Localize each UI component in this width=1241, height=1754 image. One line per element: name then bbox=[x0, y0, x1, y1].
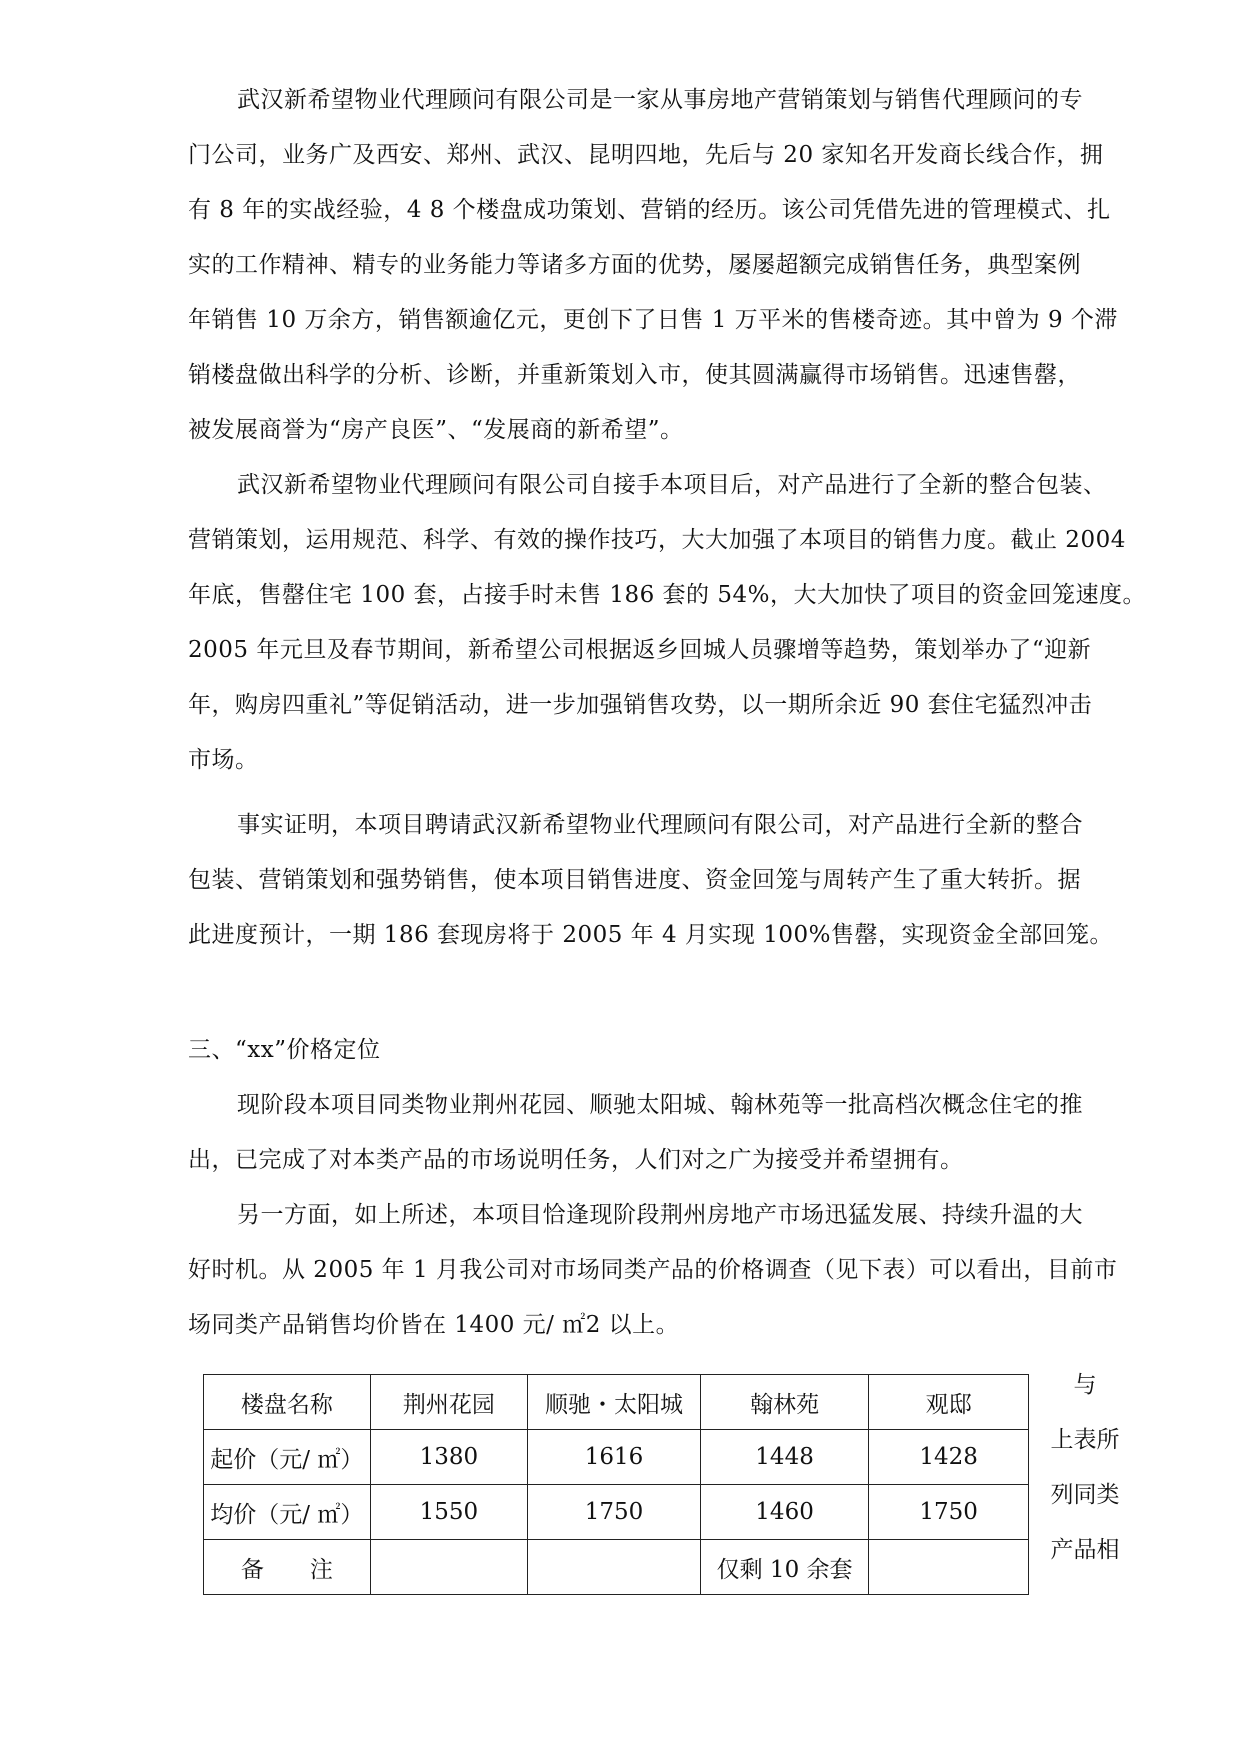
table-cell: 1380 bbox=[370, 1430, 528, 1485]
paragraph-1-line: 有 8 年的实战经验，4 8 个楼盘成功策划、营销的经历。该公司凭借先进的管理模式、扎 bbox=[188, 197, 1111, 223]
paragraph-2-line: 年，购房四重礼”等促销活动，进一步加强销售攻势，以一期所余近 90 套住宅猛烈冲击 bbox=[188, 692, 1093, 718]
paragraph-2-line: 营销策划，运用规范、科学、有效的操作技巧，大大加强了本项目的销售力度。截止 2004 bbox=[188, 527, 1126, 553]
table-cell: 1460 bbox=[700, 1485, 869, 1540]
table-cell: 1750 bbox=[528, 1485, 701, 1540]
paragraph-2-line: 武汉新希望物业代理顾问有限公司自接手本项目后，对产品进行了全新的整合包装、 bbox=[237, 472, 1107, 498]
paragraph-4-line: 现阶段本项目同类物业荆州花园、顺驰太阳城、翰林苑等一批高档次概念住宅的推 bbox=[237, 1092, 1083, 1118]
table-row bbox=[204, 1485, 1029, 1540]
table-cell: 1550 bbox=[370, 1485, 528, 1540]
table-cell: 仅剩 10 余套 bbox=[700, 1540, 869, 1595]
paragraph-3-line: 事实证明，本项目聘请武汉新希望物业代理顾问有限公司，对产品进行全新的整合 bbox=[237, 812, 1083, 838]
table-cell: 观邸 bbox=[869, 1375, 1029, 1430]
paragraph-2-line: 年底，售罄住宅 100 套，占接手时未售 186 套的 54%，大大加快了项目的资金回笼速度。 bbox=[188, 582, 1146, 608]
paragraph-1-line: 实的工作精神、精专的业务能力等诸多方面的优势，屡屡超额完成销售任务，典型案例 bbox=[188, 252, 1081, 278]
table-cell: 楼盘名称 bbox=[204, 1375, 371, 1430]
table-cell: 起价（元/ ㎡） bbox=[204, 1430, 371, 1485]
side-text-line: 列同类 bbox=[1050, 1482, 1120, 1508]
paragraph-1-line: 被发展商誉为“房产良医”、“发展商的新希望”。 bbox=[188, 417, 684, 443]
side-text-line: 产品相 bbox=[1050, 1537, 1120, 1563]
paragraph-1-line: 武汉新希望物业代理顾问有限公司是一家从事房地产营销策划与销售代理顾问的专 bbox=[237, 87, 1083, 113]
paragraph-5-line: 好时机。从 2005 年 1 月我公司对市场同类产品的价格调查（见下表）可以看出，目前市 bbox=[188, 1257, 1118, 1283]
table-cell bbox=[528, 1540, 701, 1595]
paragraph-2-line: 2005 年元旦及春节期间，新希望公司根据返乡回城人员骤增等趋势，策划举办了“迎新 bbox=[188, 637, 1092, 663]
side-text-line: 上表所 bbox=[1050, 1427, 1120, 1453]
table-cell: 1750 bbox=[869, 1485, 1029, 1540]
table-cell: 1448 bbox=[700, 1430, 869, 1485]
table-cell: 备 注 bbox=[204, 1540, 371, 1595]
table-row bbox=[204, 1540, 1029, 1595]
paragraph-3-line: 包装、营销策划和强势销售，使本项目销售进度、资金回笼与周转产生了重大转折。据 bbox=[188, 867, 1081, 893]
table-header-row bbox=[204, 1375, 1029, 1430]
paragraph-1-line: 门公司，业务广及西安、郑州、武汉、昆明四地，先后与 20 家知名开发商长线合作，拥 bbox=[188, 142, 1104, 168]
table-cell bbox=[869, 1540, 1029, 1595]
table-row bbox=[204, 1430, 1029, 1485]
table-cell: 翰林苑 bbox=[700, 1375, 869, 1430]
paragraph-1-line: 年销售 10 万余方，销售额逾亿元，更创下了日售 1 万平米的售楼奇迹。其中曾为 9 个滞 bbox=[188, 307, 1118, 333]
price-comparison-table bbox=[203, 1374, 1029, 1595]
paragraph-5-line: 场同类产品销售均价皆在 1400 元/ ㎡2 以上。 bbox=[188, 1312, 680, 1338]
table-cell: 顺驰・太阳城 bbox=[528, 1375, 701, 1430]
side-text-line: 与 bbox=[1073, 1372, 1097, 1398]
paragraph-3-line: 此进度预计，一期 186 套现房将于 2005 年 4 月实现 100%售罄，实现资金全部回笼。 bbox=[188, 922, 1113, 948]
paragraph-4-line: 出，已完成了对本类产品的市场说明任务，人们对之广为接受并希望拥有。 bbox=[188, 1147, 964, 1173]
table-cell: 1616 bbox=[528, 1430, 701, 1485]
table-cell: 1428 bbox=[869, 1430, 1029, 1485]
section-heading: 三、“xx”价格定位 bbox=[188, 1037, 381, 1063]
table-cell: 荆州花园 bbox=[370, 1375, 528, 1430]
table-cell bbox=[370, 1540, 528, 1595]
paragraph-5-line: 另一方面，如上所述，本项目恰逢现阶段荆州房地产市场迅猛发展、持续升温的大 bbox=[237, 1202, 1083, 1228]
paragraph-2-line: 市场。 bbox=[188, 747, 259, 773]
table-cell: 均价（元/ ㎡） bbox=[204, 1485, 371, 1540]
paragraph-1-line: 销楼盘做出科学的分析、诊断，并重新策划入市，使其圆满赢得市场销售。迅速售罄， bbox=[188, 362, 1081, 388]
